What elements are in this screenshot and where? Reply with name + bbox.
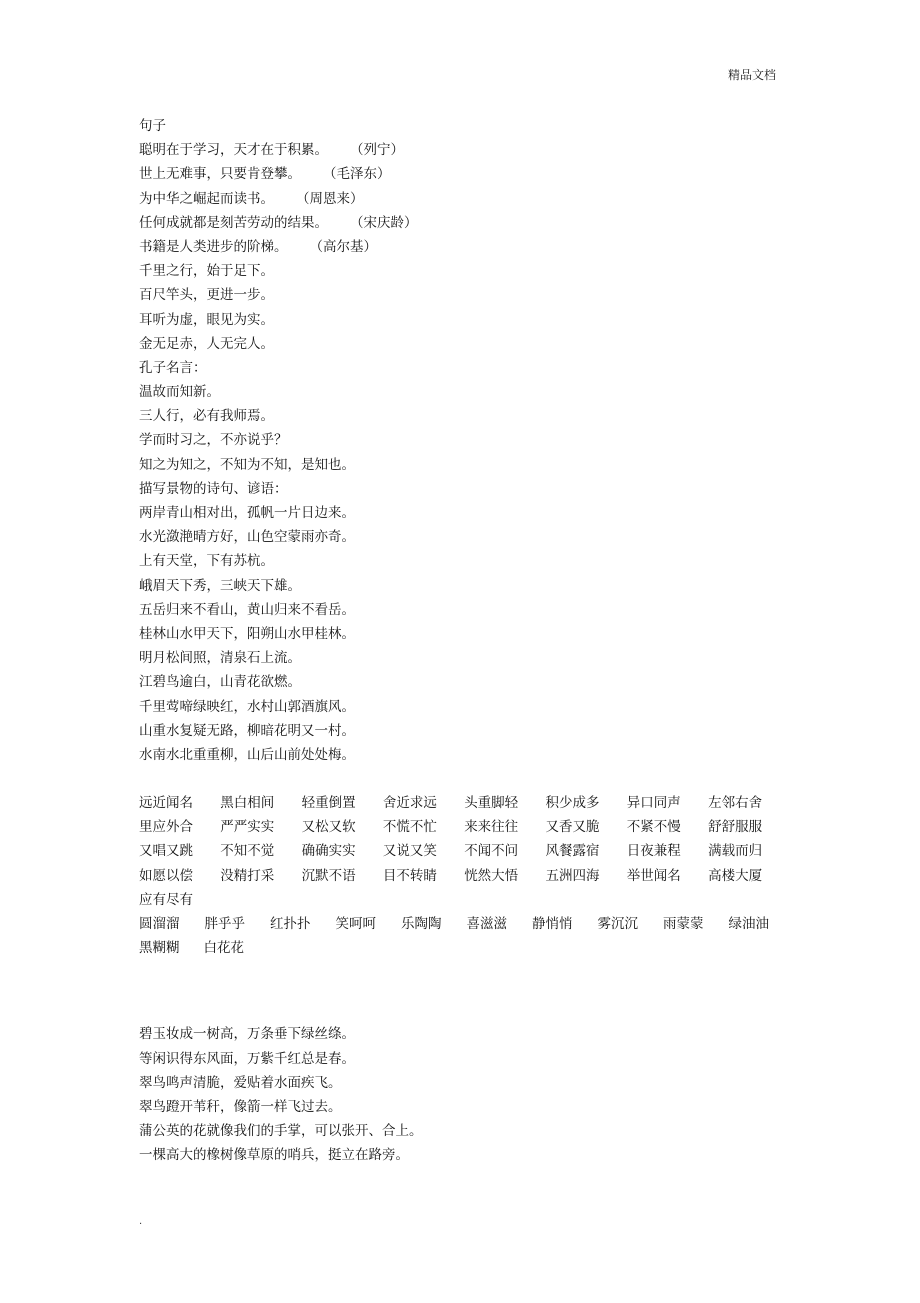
scenery-line: 水南水北重重柳，山后山前处处梅。 (139, 746, 355, 763)
sentence-line: 碧玉妆成一树高，万条垂下绿丝绦。 (139, 1026, 355, 1043)
proverb-line: 耳听为虚，眼见为实。 (139, 311, 274, 328)
proverb-line: 百尺竿头，更进一步。 (139, 287, 274, 304)
idiom-word: 恍然大悟 (464, 867, 519, 884)
scenery-line: 两岸青山相对出，孤帆一片日边来。 (139, 505, 355, 521)
idiom-word: 来来往往 (464, 819, 519, 836)
idiom-row (139, 864, 779, 888)
section-heading-quotes: 句子 (139, 118, 166, 134)
abb-word: 圆溜溜 (139, 916, 180, 932)
idiom-word: 舒舒服服 (708, 819, 763, 836)
quote-author: （宋庆龄） (350, 214, 418, 231)
idiom-row (139, 839, 779, 863)
idiom-word: 风餐露宿 (545, 843, 600, 860)
scenery-line: 水光潋滟晴方好，山色空蒙雨亦奇。 (139, 529, 355, 546)
idiom-word: 又说又笑 (382, 843, 437, 860)
idiom-word: 目不转睛 (382, 867, 437, 884)
abb-word-row (139, 912, 769, 936)
sentence-line: 等闲识得东风面，万紫千红总是春。 (139, 1050, 355, 1067)
quote-line (139, 187, 779, 211)
idiom-word: 五洲四海 (545, 867, 600, 884)
section-heading-confucius: 孔子名言： (139, 359, 207, 376)
sentence-line: 翠鸟蹬开苇秆，像箭一样飞过去。 (139, 1098, 342, 1115)
footer-dot: . (139, 1216, 143, 1227)
idiom-word: 没精打采 (220, 867, 275, 884)
quote-text: 任何成就都是刻苦劳动的结果。 (139, 214, 328, 231)
abb-word: 白花花 (203, 940, 244, 957)
idiom-word: 远近闻名 (139, 795, 193, 812)
quote-line (139, 211, 779, 235)
idiom-word: 应有尽有 (139, 891, 193, 908)
quote-author: （高尔基） (309, 238, 377, 255)
abb-word: 黑糊糊 (139, 940, 180, 957)
idiom-word: 左邻右舍 (708, 795, 763, 812)
abb-word: 胖乎乎 (204, 916, 245, 932)
idiom-word: 不紧不慢 (626, 819, 681, 836)
idiom-word: 不闻不问 (464, 843, 519, 860)
abb-word: 雨蒙蒙 (663, 916, 704, 932)
quote-text: 世上无难事，只要肯登攀。 (139, 166, 301, 183)
abb-word-row (139, 936, 769, 960)
scenery-line: 上有天堂，下有苏杭。 (139, 553, 274, 570)
abb-word: 笑呵呵 (335, 916, 376, 932)
idiom-word: 头重脚轻 (464, 795, 519, 812)
quote-text: 书籍是人类进步的阶梯。 (139, 238, 288, 255)
scenery-line: 江碧鸟逾白，山青花欲燃。 (139, 674, 301, 691)
idiom-word: 舍近求远 (382, 795, 437, 812)
quote-author: （毛泽东） (323, 166, 391, 183)
proverb-line: 千里之行，始于足下。 (139, 263, 274, 280)
idiom-row (139, 888, 779, 912)
idiom-word: 又松又软 (301, 819, 356, 836)
abb-word: 红扑扑 (270, 916, 311, 932)
abb-word: 静悄悄 (532, 916, 573, 932)
confucius-line: 三人行，必有我师焉。 (139, 408, 274, 425)
sentence-line: 一棵高大的橡树像草原的哨兵，挺立在路旁。 (139, 1147, 409, 1164)
idiom-word: 不知不觉 (220, 843, 275, 860)
confucius-line: 知之为知之，不知为不知，是知也。 (139, 456, 355, 473)
quote-author: （周恩来） (296, 190, 364, 207)
scenery-line: 千里莺啼绿映红，水村山郭酒旗风。 (139, 698, 355, 715)
idiom-word: 又唱又跳 (139, 843, 193, 860)
idiom-word: 轻重倒置 (301, 795, 356, 812)
quote-text: 为中华之崛起而读书。 (139, 190, 274, 207)
sentence-line: 翠鸟鸣声清脆，爱贴着水面疾飞。 (139, 1074, 342, 1091)
sentence-line: 蒲公英的花就像我们的手掌，可以张开、合上。 (139, 1123, 423, 1140)
proverb-line: 金无足赤，人无完人。 (139, 335, 274, 352)
idiom-word: 满载而归 (708, 843, 763, 860)
idiom-word: 日夜兼程 (626, 843, 681, 860)
abb-word: 绿油油 (728, 916, 769, 932)
idiom-word: 不慌不忙 (382, 819, 437, 836)
quote-text: 聪明在于学习，天才在于积累。 (139, 142, 328, 159)
idiom-word: 高楼大厦 (708, 867, 763, 884)
confucius-line: 学而时习之，不亦说乎？ (139, 432, 288, 449)
idiom-row (139, 815, 779, 839)
abb-word: 乐陶陶 (401, 916, 442, 932)
idiom-word: 异口同声 (626, 795, 681, 812)
idiom-word: 积少成多 (545, 795, 600, 812)
section-spacer (139, 960, 779, 1022)
abb-word: 雾沉沉 (597, 916, 638, 932)
idiom-word: 严严实实 (220, 819, 275, 836)
idiom-word: 举世闻名 (626, 867, 681, 884)
quote-line (139, 235, 779, 259)
scenery-line: 山重水复疑无路，柳暗花明又一村。 (139, 722, 355, 739)
idiom-word: 里应外合 (139, 819, 193, 836)
section-spacer (139, 767, 779, 791)
idiom-word: 确确实实 (301, 843, 356, 860)
scenery-line: 五岳归来不看山，黄山归来不看岳。 (139, 601, 355, 618)
idiom-row (139, 791, 779, 815)
idiom-word: 如愿以偿 (139, 867, 193, 884)
scenery-line: 明月松间照，清泉石上流。 (139, 650, 301, 667)
idiom-word: 又香又脆 (545, 819, 600, 836)
confucius-line: 温故而知新。 (139, 384, 220, 401)
idiom-word: 黑白相间 (220, 795, 275, 812)
idiom-word: 沉默不语 (301, 867, 356, 884)
quote-line (139, 162, 779, 186)
quote-author: （列宁） (350, 142, 404, 159)
abb-word: 喜滋滋 (466, 916, 507, 932)
scenery-line: 峨眉天下秀，三峡天下雄。 (139, 577, 301, 594)
section-heading-scenery: 描写景物的诗句、谚语： (139, 480, 288, 497)
document-body (139, 114, 779, 1168)
scenery-line: 桂林山水甲天下，阳朔山水甲桂林。 (139, 625, 355, 642)
quote-line (139, 138, 779, 162)
document-header-mark: 精品文档 (727, 68, 776, 82)
